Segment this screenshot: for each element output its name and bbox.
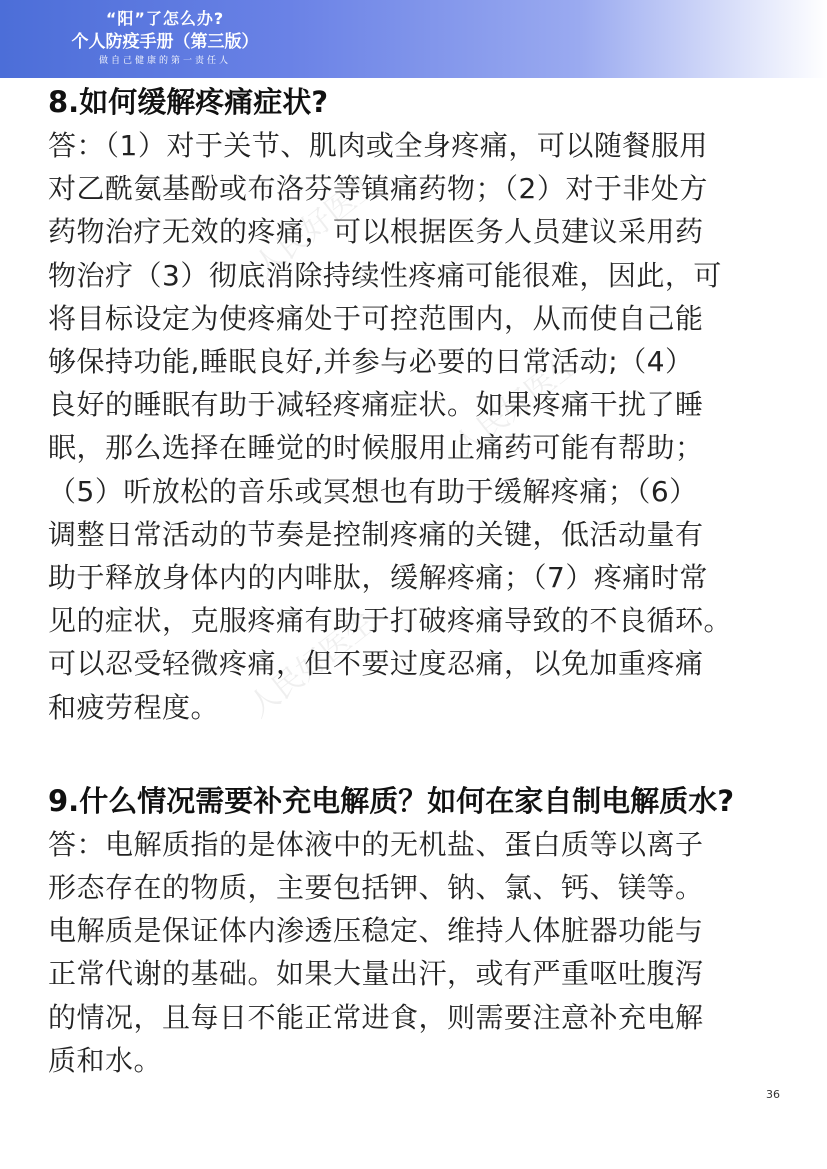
section-heading: 8.如何缓解疼痛症状? [48,85,329,119]
watermark-2: 人民好医生 [447,344,588,465]
watermark-3: 人民好医生 [242,604,383,725]
body-line: 电解质是保证体内渗透压稳定、维持人体脏器功能与 [48,914,704,948]
header-title-block [50,8,280,68]
body-line: 质和水。 [48,1043,163,1077]
header-line-2: 个人防疫手册（第三版） [71,32,259,52]
section-body [48,124,788,729]
body-line: 和疲劳程度。 [48,690,220,724]
content [48,80,788,1082]
body-line: 眠，那么选择在睡觉的时候服用止痛药可能有帮助； [48,431,704,465]
body-line: （5）听放松的音乐或冥想也有助于缓解疼痛；（6） [48,474,698,508]
body-line: 答：（1）对于关节、肌肉或全身疼痛，可以随餐服用 [48,129,708,162]
header-banner [0,0,827,78]
body-line: 答：电解质指的是体液中的无机盐、蛋白质等以离子 [48,827,704,861]
watermark-1: 人民好医生 [247,164,388,285]
body-line: 调整日常活动的节奏是控制疼痛的关键，低活动量有 [48,517,704,551]
section-9 [48,779,788,1082]
page-number: 36 [766,1088,780,1101]
body-line: 物治疗（3）彻底消除持续性疼痛可能很难，因此，可 [48,258,722,292]
body-line: 药物治疗无效的疼痛，可以根据医务人员建议采用药 [48,215,704,249]
section-body [48,823,788,1082]
section-gap [48,729,788,779]
body-line: 助于释放身体内的内啡肽，缓解疼痛；（7）疼痛时常 [48,561,708,595]
body-line: 将目标设定为使疼痛处于可控范围内，从而使自己能 [48,301,704,335]
body-line: 够保持功能,睡眠良好,并参与必要的日常活动;（4） [48,345,694,379]
body-line: 可以忍受轻微疼痛，但不要过度忍痛，以免加重疼痛 [48,647,704,681]
header-line-1: “阳”了怎么办? [105,9,225,28]
body-line: 良好的睡眠有助于减轻疼痛症状。如果疼痛干扰了睡 [48,388,704,422]
section-heading: 9.什么情况需要补充电解质？如何在家自制电解质水? [48,783,735,818]
header-line-3: 做自己健康的第一责任人 [98,56,231,66]
section-8 [48,80,788,729]
body-line: 对乙酰氨基酚或布洛芬等镇痛药物；（2）对于非处方 [48,172,708,206]
body-line: 形态存在的物质，主要包括钾、钠、氯、钙、镁等。 [48,871,704,905]
body-line: 正常代谢的基础。如果大量出汗，或有严重呕吐腹泻 [48,957,704,991]
body-line: 的情况，且每日不能正常进食，则需要注意补充电解 [48,1000,704,1034]
body-line: 见的症状，克服疼痛有助于打破疼痛导致的不良循环。 [48,604,733,638]
